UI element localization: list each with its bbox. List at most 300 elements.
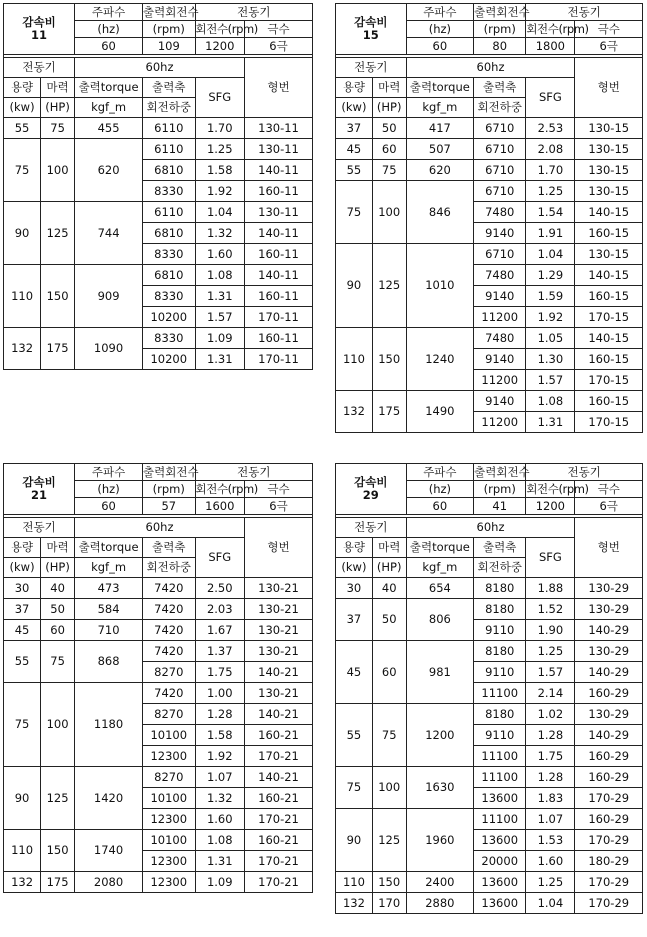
horsepower: 100 (41, 683, 75, 767)
rotation-load: 6710 (474, 118, 526, 139)
rotation-load: 11200 (474, 370, 526, 391)
rotation-load: 6110 (143, 139, 196, 160)
col-hp-header: 마력 (372, 78, 406, 98)
table-row (336, 641, 643, 662)
capacity-kw: 55 (4, 118, 41, 139)
table-row (336, 328, 643, 349)
output-torque: 1740 (75, 830, 143, 872)
unit-kw: (kw) (4, 558, 41, 578)
model-number: 170-29 (575, 872, 643, 893)
col-model-header: 형번 (244, 518, 312, 578)
model-number: 170-15 (575, 307, 643, 328)
freq-label: 주파수 (406, 4, 474, 21)
unit-torque: kgf_m (406, 98, 474, 118)
sfg-value: 1.75 (195, 662, 244, 683)
sfg-value: 1.04 (195, 202, 244, 223)
rotation-load: 20000 (474, 851, 526, 872)
sfg-value: 1.52 (526, 599, 575, 620)
rotation-load: 11100 (474, 767, 526, 788)
out-speed-label: 출력회전수 (474, 4, 530, 19)
capacity-kw: 90 (336, 809, 373, 872)
rotation-load: 9110 (474, 620, 526, 641)
model-number: 160-29 (575, 767, 643, 788)
rotation-load: 6110 (143, 118, 196, 139)
unit-torque: kgf_m (75, 558, 143, 578)
ratio-title-cell (4, 464, 75, 515)
rotation-load: 7480 (474, 328, 526, 349)
capacity-kw: 75 (4, 139, 41, 202)
model-number: 160-21 (244, 830, 312, 851)
col-hp-header: 마력 (372, 538, 406, 558)
unit-hp: (HP) (372, 98, 406, 118)
col-torque-header: 출력torque (406, 78, 474, 98)
freq-unit: (hz) (75, 21, 143, 38)
sfg-value: 1.28 (526, 725, 575, 746)
horsepower: 175 (372, 391, 406, 433)
sfg-value: 1.25 (195, 139, 244, 160)
model-number: 160-21 (244, 725, 312, 746)
table-row (336, 599, 643, 620)
sfg-value: 1.31 (195, 349, 244, 370)
rotation-load: 12300 (143, 872, 196, 893)
capacity-kw: 90 (4, 202, 41, 265)
output-torque: 806 (406, 599, 474, 641)
rotation-load: 12300 (143, 851, 196, 872)
horsepower: 125 (372, 809, 406, 872)
motor-label: 전동기 (526, 4, 643, 21)
output-torque: 620 (75, 139, 143, 202)
col-sfg-header: SFG (195, 538, 244, 578)
output-torque: 868 (75, 641, 143, 683)
output-torque: 1240 (406, 328, 474, 391)
table-row (4, 599, 313, 620)
out-speed-value: 80 (474, 38, 526, 55)
rotation-load: 8270 (143, 704, 196, 725)
col-load-header: 회전하중 (474, 558, 526, 578)
sfg-value: 1.04 (526, 893, 575, 914)
rotation-load: 11200 (474, 412, 526, 433)
rotation-load: 10100 (143, 725, 196, 746)
out-speed-label: 출력회전수 (474, 464, 530, 479)
ratio-title: 감속비 (354, 15, 388, 30)
col-torque-header: 출력torque (75, 538, 143, 558)
model-number: 140-15 (575, 202, 643, 223)
rotation-load: 10100 (143, 788, 196, 809)
capacity-kw: 45 (336, 641, 373, 704)
horsepower: 75 (41, 118, 75, 139)
output-torque: 1630 (406, 767, 474, 809)
sfg-value: 1.90 (526, 620, 575, 641)
horsepower: 50 (372, 599, 406, 641)
sfg-value: 1.60 (195, 809, 244, 830)
motor-speed-value: 1600 (195, 498, 244, 515)
out-speed-unit: (rpm) (143, 21, 196, 38)
output-torque: 654 (406, 578, 474, 599)
output-torque: 846 (406, 181, 474, 244)
horsepower: 125 (41, 202, 75, 265)
motor-label: 전동기 (195, 4, 312, 21)
capacity-kw: 30 (336, 578, 373, 599)
col-model-header: 형번 (575, 58, 643, 118)
model-number: 160-29 (575, 809, 643, 830)
ratio-title: 감속비 (354, 475, 388, 490)
poles-value: 6극 (244, 498, 312, 515)
output-torque: 620 (406, 160, 474, 181)
rotation-load: 6810 (143, 160, 196, 181)
rotation-load: 9140 (474, 349, 526, 370)
sfg-value: 1.32 (195, 788, 244, 809)
motor-speed-value: 1200 (526, 498, 575, 515)
model-number: 140-21 (244, 662, 312, 683)
model-number: 130-21 (244, 641, 312, 662)
sfg-value: 1.08 (195, 830, 244, 851)
rotation-load: 11200 (474, 307, 526, 328)
sfg-value: 2.50 (195, 578, 244, 599)
rotation-load: 6710 (474, 139, 526, 160)
model-number: 140-11 (244, 265, 312, 286)
model-number: 130-21 (244, 620, 312, 641)
unit-hp: (HP) (41, 558, 75, 578)
sfg-value: 1.92 (195, 746, 244, 767)
table-ratio-15 (335, 3, 643, 433)
sfg-value: 1.60 (195, 244, 244, 265)
col-load-header: 회전하중 (143, 558, 196, 578)
col-motor-header: 전동기 (336, 518, 407, 538)
rotation-load: 6710 (474, 181, 526, 202)
output-torque: 1010 (406, 244, 474, 328)
model-number: 160-21 (244, 788, 312, 809)
col-load-header: 회전하중 (143, 98, 196, 118)
table-row (4, 139, 313, 160)
model-number: 170-21 (244, 809, 312, 830)
motor-label: 전동기 (526, 464, 643, 481)
capacity-kw: 110 (4, 265, 41, 328)
output-torque: 1490 (406, 391, 474, 433)
capacity-kw: 110 (336, 872, 373, 893)
col-capacity-header: 용량 (336, 78, 373, 98)
col-hz-header: 60hz (75, 518, 245, 538)
poles-label: 극수 (575, 481, 643, 498)
rotation-load: 11100 (474, 683, 526, 704)
unit-torque: kgf_m (75, 98, 143, 118)
capacity-kw: 132 (336, 893, 373, 914)
table-row (4, 683, 313, 704)
out-speed-label: 출력회전수 (143, 4, 199, 19)
capacity-kw: 30 (4, 578, 41, 599)
unit-kw: (kw) (4, 98, 41, 118)
sfg-value: 1.25 (526, 181, 575, 202)
out-speed-unit: (rpm) (143, 481, 196, 498)
poles-value: 6극 (575, 498, 643, 515)
col-capacity-header: 용량 (336, 538, 373, 558)
col-motor-header: 전동기 (4, 518, 75, 538)
sfg-value: 1.30 (526, 349, 575, 370)
sfg-value: 1.28 (195, 704, 244, 725)
rotation-load: 6810 (143, 223, 196, 244)
table-row (336, 893, 643, 914)
horsepower: 40 (41, 578, 75, 599)
model-number: 140-11 (244, 223, 312, 244)
freq-label: 주파수 (75, 464, 143, 481)
horsepower: 175 (41, 872, 75, 893)
sfg-value: 1.29 (526, 265, 575, 286)
unit-torque: kgf_m (406, 558, 474, 578)
model-number: 160-11 (244, 328, 312, 349)
col-hp-header: 마력 (41, 538, 75, 558)
col-sfg-header: SFG (526, 78, 575, 118)
output-torque: 2400 (406, 872, 474, 893)
model-number: 130-21 (244, 683, 312, 704)
horsepower: 150 (372, 328, 406, 391)
table-row (336, 118, 643, 139)
horsepower: 75 (372, 160, 406, 181)
sfg-value: 1.88 (526, 578, 575, 599)
table-row (4, 265, 313, 286)
model-number: 170-21 (244, 851, 312, 872)
out-speed-value: 41 (474, 498, 526, 515)
motor-speed-label: 회전수(rpm) (195, 481, 258, 496)
sfg-value: 2.14 (526, 683, 575, 704)
model-number: 170-15 (575, 412, 643, 433)
table-row (336, 391, 643, 412)
model-number: 140-21 (244, 704, 312, 725)
rotation-load: 6110 (143, 202, 196, 223)
model-number: 130-15 (575, 181, 643, 202)
horsepower: 125 (372, 244, 406, 328)
sfg-value: 1.70 (526, 160, 575, 181)
model-number: 170-29 (575, 893, 643, 914)
unit-hp: (HP) (372, 558, 406, 578)
rotation-load: 8270 (143, 767, 196, 788)
rotation-load: 7480 (474, 265, 526, 286)
rotation-load: 6710 (474, 160, 526, 181)
col-motor-header: 전동기 (4, 58, 75, 78)
table-row (4, 202, 313, 223)
sfg-value: 2.03 (195, 599, 244, 620)
sfg-value: 2.08 (526, 139, 575, 160)
sfg-value: 1.53 (526, 830, 575, 851)
capacity-kw: 55 (336, 704, 373, 767)
model-number: 130-15 (575, 118, 643, 139)
table-ratio-11 (3, 3, 313, 370)
model-number: 130-21 (244, 599, 312, 620)
freq-unit: (hz) (75, 481, 143, 498)
col-torque-header: 출력torque (406, 538, 474, 558)
sfg-value: 1.08 (526, 391, 575, 412)
table-row (4, 641, 313, 662)
table-row (336, 139, 643, 160)
rotation-load: 7420 (143, 641, 196, 662)
freq-unit: (hz) (406, 21, 474, 38)
horsepower: 50 (372, 118, 406, 139)
sfg-value: 1.07 (526, 809, 575, 830)
col-sfg-header: SFG (526, 538, 575, 578)
model-number: 170-29 (575, 830, 643, 851)
model-number: 140-29 (575, 620, 643, 641)
table-row (336, 872, 643, 893)
col-load-header: 회전하중 (474, 98, 526, 118)
table-row (336, 809, 643, 830)
capacity-kw: 45 (336, 139, 373, 160)
output-torque: 1180 (75, 683, 143, 767)
col-sfg-header: SFG (195, 78, 244, 118)
sfg-value: 1.31 (526, 412, 575, 433)
capacity-kw: 75 (4, 683, 41, 767)
unit-kw: (kw) (336, 98, 373, 118)
table-row (336, 578, 643, 599)
output-torque: 2880 (406, 893, 474, 914)
ratio-title-cell (4, 4, 75, 55)
output-torque: 473 (75, 578, 143, 599)
rotation-load: 8180 (474, 704, 526, 725)
capacity-kw: 37 (336, 118, 373, 139)
out-speed-label: 출력회전수 (143, 464, 199, 479)
model-number: 180-29 (575, 851, 643, 872)
motor-speed-label: 회전수(rpm) (526, 481, 589, 496)
table-row (4, 620, 313, 641)
sfg-value: 1.57 (526, 662, 575, 683)
horsepower: 100 (372, 767, 406, 809)
capacity-kw: 110 (4, 830, 41, 872)
horsepower: 100 (41, 139, 75, 202)
model-number: 170-15 (575, 370, 643, 391)
model-number: 130-29 (575, 641, 643, 662)
col-model-header: 형번 (575, 518, 643, 578)
output-torque: 710 (75, 620, 143, 641)
table-row (4, 830, 313, 851)
table-row (336, 767, 643, 788)
capacity-kw: 110 (336, 328, 373, 391)
model-number: 160-15 (575, 349, 643, 370)
model-number: 160-15 (575, 223, 643, 244)
table-row (336, 160, 643, 181)
out-speed-unit: (rpm) (474, 481, 526, 498)
sfg-value: 1.58 (195, 160, 244, 181)
freq-unit: (hz) (406, 481, 474, 498)
rotation-load: 8180 (474, 578, 526, 599)
sfg-value: 1.07 (195, 767, 244, 788)
rotation-load: 9110 (474, 662, 526, 683)
model-number: 140-15 (575, 265, 643, 286)
table-row (4, 118, 313, 139)
freq-label: 주파수 (406, 464, 474, 481)
capacity-kw: 75 (336, 181, 373, 244)
model-number: 170-11 (244, 307, 312, 328)
horsepower: 100 (372, 181, 406, 244)
sfg-value: 1.58 (195, 725, 244, 746)
output-torque: 1420 (75, 767, 143, 830)
model-number: 130-11 (244, 139, 312, 160)
poles-label: 극수 (244, 21, 312, 38)
ratio-value: 21 (31, 488, 48, 502)
ratio-value: 11 (31, 28, 48, 42)
capacity-kw: 90 (4, 767, 41, 830)
model-number: 130-15 (575, 244, 643, 265)
rotation-load: 7420 (143, 620, 196, 641)
sfg-value: 1.54 (526, 202, 575, 223)
output-torque: 584 (75, 599, 143, 620)
rotation-load: 9140 (474, 391, 526, 412)
capacity-kw: 55 (4, 641, 41, 683)
motor-label: 전동기 (195, 464, 312, 481)
model-number: 140-15 (575, 328, 643, 349)
col-model-header: 형번 (244, 58, 312, 118)
sfg-value: 1.08 (195, 265, 244, 286)
model-number: 140-29 (575, 725, 643, 746)
ratio-value: 15 (362, 28, 379, 42)
col-hz-header: 60hz (406, 518, 575, 538)
horsepower: 150 (41, 265, 75, 328)
motor-speed-value: 1200 (195, 38, 244, 55)
sfg-value: 1.09 (195, 872, 244, 893)
motor-speed-label: 회전수(rpm) (195, 21, 258, 36)
capacity-kw: 132 (4, 328, 41, 370)
sfg-value: 1.91 (526, 223, 575, 244)
model-number: 160-29 (575, 683, 643, 704)
table-row (4, 872, 313, 893)
sfg-value: 1.67 (195, 620, 244, 641)
model-number: 170-29 (575, 788, 643, 809)
output-torque: 909 (75, 265, 143, 328)
sfg-value: 1.59 (526, 286, 575, 307)
ratio-title: 감속비 (22, 15, 56, 30)
ratio-title-cell (336, 4, 407, 55)
sfg-value: 1.37 (195, 641, 244, 662)
out-speed-unit: (rpm) (474, 21, 526, 38)
freq-label: 주파수 (75, 4, 143, 21)
model-number: 140-29 (575, 662, 643, 683)
rotation-load: 8330 (143, 328, 196, 349)
output-torque: 981 (406, 641, 474, 704)
col-hz-header: 60hz (406, 58, 575, 78)
sfg-value: 1.31 (195, 286, 244, 307)
table-ratio-21 (3, 463, 313, 893)
horsepower: 60 (41, 620, 75, 641)
model-number: 130-29 (575, 704, 643, 725)
rotation-load: 8270 (143, 662, 196, 683)
col-shaft-header: 출력축 (474, 538, 526, 558)
table-row (4, 328, 313, 349)
rotation-load: 8330 (143, 286, 196, 307)
model-number: 130-21 (244, 578, 312, 599)
horsepower: 60 (372, 139, 406, 160)
model-number: 130-15 (575, 139, 643, 160)
sfg-value: 1.25 (526, 641, 575, 662)
model-number: 160-11 (244, 286, 312, 307)
sfg-value: 1.32 (195, 223, 244, 244)
col-capacity-header: 용량 (4, 538, 41, 558)
capacity-kw: 45 (4, 620, 41, 641)
rotation-load: 6810 (143, 265, 196, 286)
rotation-load: 8330 (143, 244, 196, 265)
rotation-load: 7480 (474, 202, 526, 223)
horsepower: 170 (372, 893, 406, 914)
model-number: 130-29 (575, 578, 643, 599)
sfg-value: 1.25 (526, 872, 575, 893)
horsepower: 40 (372, 578, 406, 599)
sfg-value: 1.70 (195, 118, 244, 139)
ratio-title: 감속비 (22, 475, 56, 490)
out-speed-value: 57 (143, 498, 196, 515)
sfg-value: 1.83 (526, 788, 575, 809)
sfg-value: 1.02 (526, 704, 575, 725)
model-number: 140-21 (244, 767, 312, 788)
model-number: 130-11 (244, 202, 312, 223)
model-number: 130-15 (575, 160, 643, 181)
model-number: 170-21 (244, 746, 312, 767)
sfg-value: 1.75 (526, 746, 575, 767)
sfg-value: 1.31 (195, 851, 244, 872)
